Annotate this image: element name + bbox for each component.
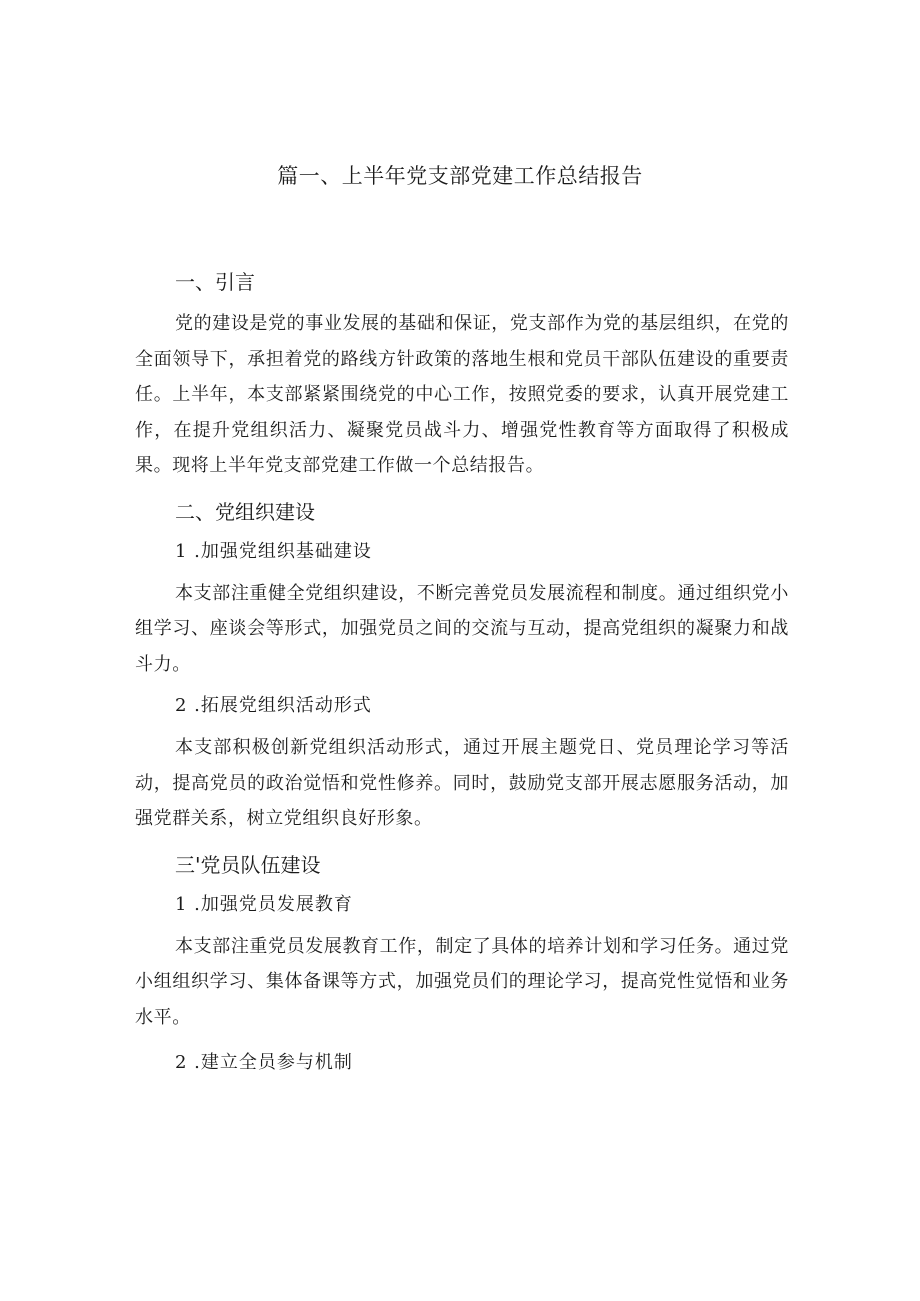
- subheading-org-2: 2 .拓展党组织活动形式: [175, 695, 372, 716]
- intro-paragraph: 党的建设是党的事业发展的基础和保证，党支部作为党的基层组织，在党的全面领导下，承担着党的路线方针政策的落地生根和党员干部队伍建设的重要责任。上半年，本支部紧紧围绕党的中心工作，按照党委的要求，认真开展党建工作，在提升党组织活力、凝聚党员战斗力、增强党性教育等方面取得了积极成果。现将上半年党支部党建工作做一个总结报告。: [135, 313, 789, 476]
- section-heading-intro: 一、引言: [175, 270, 255, 294]
- document-body: [135, 266, 789, 1079]
- subheading-members-1: 1 .加强党员发展教育: [175, 893, 353, 915]
- section-heading-org: 二、党组织建设: [175, 499, 315, 524]
- section-heading-members: 三'党员队伍建设: [175, 852, 321, 877]
- org-paragraph-2: 本支部积极创新党组织活动形式，通过开展主题党日、党员理论学习等活动，提高党员的政治觉悟和党性修养。同时，鼓励党支部开展志愿服务活动，加强党群关系，树立党组织良好形象。: [135, 737, 789, 829]
- org-paragraph-1: 本支部注重健全党组织建设，不断完善党员发展流程和制度。通过组织党小组学习、座谈会等形式，加强党员之间的交流与互动，提高党组织的凝聚力和战斗力。: [135, 582, 789, 675]
- members-paragraph-1: 本支部注重党员发展教育工作，制定了具体的培养计划和学习任务。通过党小组组织学习、集体备课等方式，加强党员们的理论学习，提高党性觉悟和业务水平。: [135, 935, 789, 1028]
- document-title: 篇一、上半年党支部党建工作总结报告: [277, 164, 643, 188]
- subheading-members-2: 2 .建立全员参与机制: [175, 1052, 353, 1073]
- subheading-org-1: 1 .加强党组织基础建设: [175, 540, 372, 562]
